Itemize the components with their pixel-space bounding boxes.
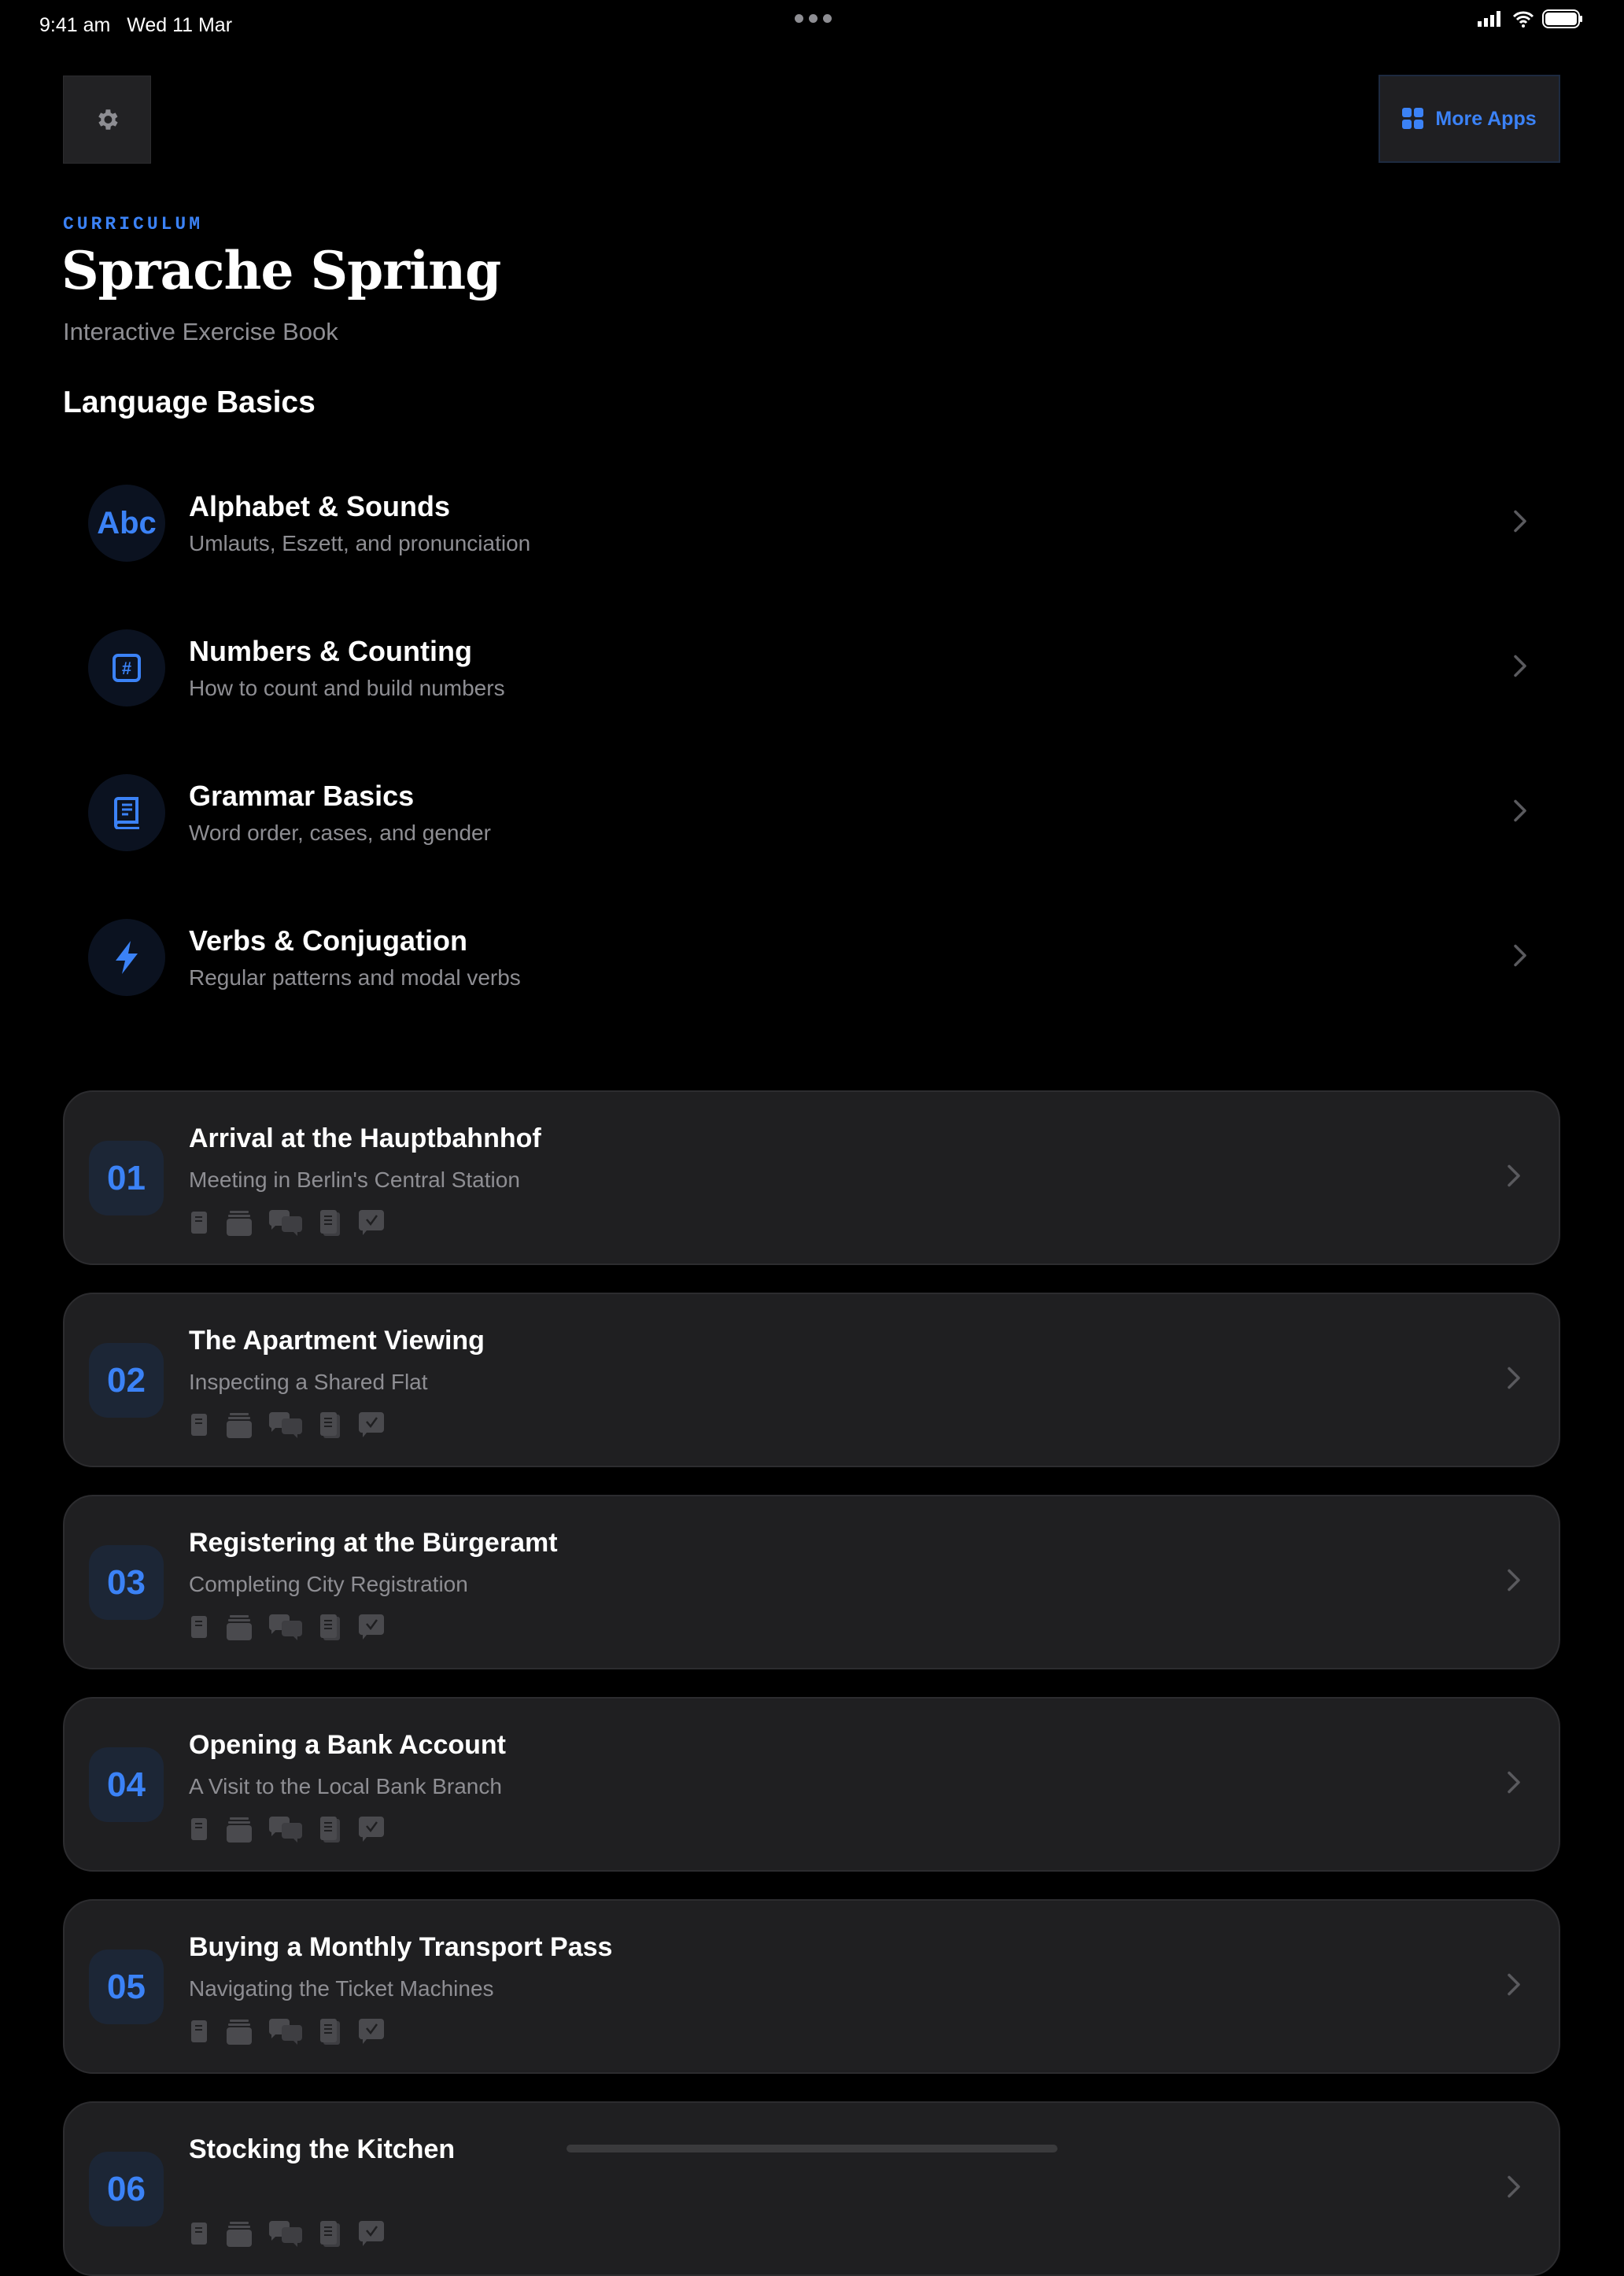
topic-title: Verbs & Conjugation (189, 924, 468, 957)
lesson-card-03[interactable] (63, 1495, 1560, 1669)
check-bubble-icon (359, 2019, 384, 2045)
chevron-right-icon (1513, 799, 1527, 827)
lesson-number-badge: 04 (89, 1747, 164, 1822)
lesson-subtitle: Navigating the Ticket Machines (189, 1976, 494, 2001)
topic-subtitle: Word order, cases, and gender (189, 821, 491, 845)
lesson-subtitle: Meeting in Berlin's Central Station (189, 1168, 520, 1192)
document-icon (319, 1412, 341, 1439)
topic-title: Grammar Basics (189, 780, 415, 812)
lesson-title: Arrival at the Hauptbahnhof (189, 1123, 541, 1153)
chevron-right-icon (1507, 1771, 1521, 1798)
check-bubble-icon (359, 2221, 384, 2248)
book-icon (190, 2222, 209, 2247)
lesson-title: Registering at the Bürgeramt (189, 1528, 558, 1558)
lesson-activity-icons (190, 1614, 384, 1641)
lesson-number-badge: 03 (89, 1545, 164, 1620)
cards-icon (227, 1615, 252, 1640)
lesson-subtitle: Inspecting a Shared Flat (189, 1370, 428, 1394)
lesson-subtitle: A Visit to the Local Bank Branch (189, 1774, 502, 1798)
lesson-subtitle: Completing City Registration (189, 1572, 468, 1596)
lesson-card-01[interactable] (63, 1090, 1560, 1265)
book-icon (190, 1817, 209, 1843)
cards-icon (227, 1413, 252, 1438)
topic-row-1[interactable] (63, 609, 1560, 727)
gear-icon (94, 106, 120, 133)
check-bubble-icon (359, 1210, 384, 1237)
grid-icon (1402, 108, 1424, 130)
bolt-icon (88, 919, 165, 996)
chevron-right-icon (1513, 510, 1527, 537)
home-indicator[interactable] (567, 2145, 1057, 2152)
book-icon (190, 1615, 209, 1640)
book-icon (88, 774, 165, 851)
cards-icon (227, 2222, 252, 2247)
settings-button[interactable] (63, 76, 151, 164)
document-icon (319, 1817, 341, 1843)
topic-title: Alphabet & Sounds (189, 490, 450, 522)
document-icon (319, 2019, 341, 2045)
lesson-title: The Apartment Viewing (189, 1326, 485, 1356)
chevron-right-icon (1507, 1569, 1521, 1596)
page-subtitle: Interactive Exercise Book (63, 318, 338, 345)
lesson-number-badge: 02 (89, 1343, 164, 1418)
lesson-number-badge: 01 (89, 1141, 164, 1215)
lesson-activity-icons (190, 1412, 384, 1439)
lesson-card-06[interactable] (63, 2101, 1560, 2276)
lesson-title: Buying a Monthly Transport Pass (189, 1932, 613, 1962)
chat-bubbles-icon (269, 1817, 302, 1843)
lesson-card-05[interactable] (63, 1899, 1560, 2074)
battery-icon (1542, 9, 1583, 28)
lesson-activity-icons (190, 2019, 384, 2045)
lesson-title: Opening a Bank Account (189, 1730, 507, 1760)
cards-icon (227, 1211, 252, 1236)
abc-icon: Abc (88, 485, 165, 562)
chat-bubbles-icon (269, 1614, 302, 1641)
chevron-right-icon (1513, 944, 1527, 972)
status-time (39, 14, 232, 37)
topic-subtitle: Umlauts, Eszett, and pronunciation (189, 531, 531, 555)
chat-bubbles-icon (269, 1412, 302, 1439)
check-bubble-icon (359, 1817, 384, 1843)
book-icon (190, 1413, 209, 1438)
lesson-number-badge: 06 (89, 2152, 164, 2226)
lesson-title: Stocking the Kitchen (189, 2134, 456, 2164)
topic-row-3[interactable] (63, 898, 1560, 1016)
cards-icon (227, 1817, 252, 1843)
topic-subtitle: Regular patterns and modal verbs (189, 965, 521, 990)
lesson-card-04[interactable] (63, 1697, 1560, 1872)
check-bubble-icon (359, 1412, 384, 1439)
topic-row-2[interactable] (63, 754, 1560, 872)
chevron-right-icon (1507, 1164, 1521, 1192)
chat-bubbles-icon (269, 1210, 302, 1237)
system-icons (1478, 9, 1583, 28)
topic-row-0[interactable] (63, 464, 1560, 582)
lesson-activity-icons (190, 1210, 384, 1237)
book-icon (190, 1211, 209, 1236)
date: Wed 11 Mar (127, 14, 233, 36)
svg-text:#: # (121, 658, 132, 678)
eyebrow-label: CURRICULUM (63, 214, 204, 234)
cards-icon (227, 2020, 252, 2045)
time: 9:41 am (39, 14, 111, 36)
chevron-right-icon (1507, 2175, 1521, 2203)
topic-subtitle: How to count and build numbers (189, 676, 505, 700)
more-apps-label: More Apps (1435, 107, 1537, 130)
chevron-right-icon (1507, 1367, 1521, 1394)
document-icon (319, 1210, 341, 1237)
lesson-activity-icons (190, 1817, 384, 1843)
chevron-right-icon (1513, 655, 1527, 682)
multitasking-dots-icon[interactable] (795, 14, 832, 23)
check-bubble-icon (359, 1614, 384, 1641)
section-title: Language Basics (63, 385, 316, 419)
book-icon (190, 2020, 209, 2045)
lesson-activity-icons (190, 2221, 384, 2248)
more-apps-button[interactable] (1379, 75, 1560, 163)
chat-bubbles-icon (269, 2221, 302, 2248)
wifi-icon (1512, 10, 1534, 28)
topic-title: Numbers & Counting (189, 635, 472, 667)
signal-icon (1478, 11, 1504, 27)
document-icon (319, 2221, 341, 2248)
page-title: Sprache Spring (61, 240, 501, 301)
chevron-right-icon (1507, 1973, 1521, 2001)
chat-bubbles-icon (269, 2019, 302, 2045)
number-icon (88, 629, 165, 706)
document-icon (319, 1614, 341, 1641)
lesson-card-02[interactable] (63, 1293, 1560, 1467)
lesson-number-badge: 05 (89, 1950, 164, 2024)
